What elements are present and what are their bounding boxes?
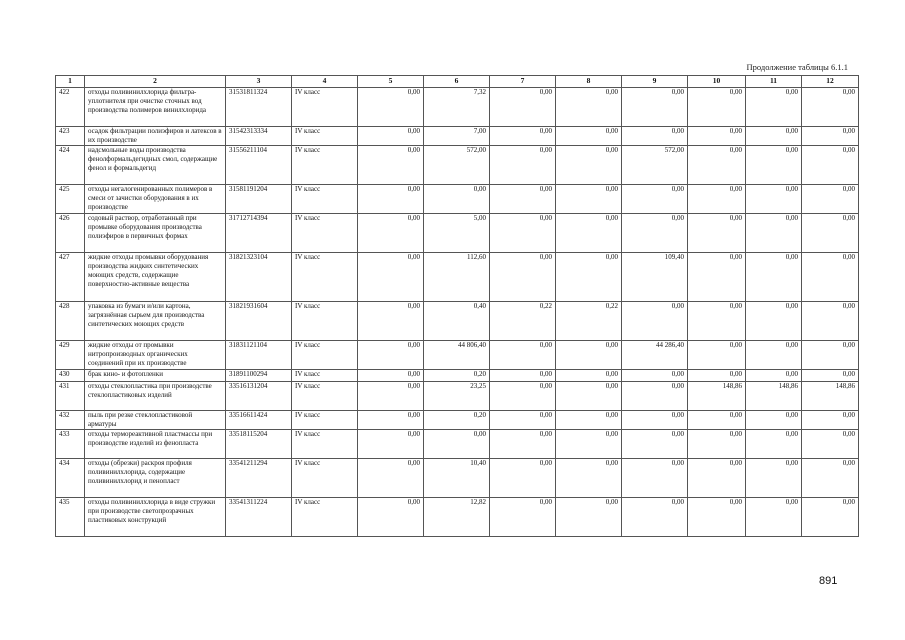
- value-cell: 0,00: [622, 430, 688, 459]
- value-cell: 0,00: [746, 88, 802, 127]
- row-number-cell: 432: [56, 411, 85, 430]
- value-cell: 0,00: [688, 411, 746, 430]
- table-row: [56, 302, 859, 341]
- value-cell: 0,20: [424, 411, 490, 430]
- value-cell: 0,00: [490, 214, 556, 253]
- value-cell: 0,00: [556, 370, 622, 382]
- fkko-code-cell: 31712714394: [226, 214, 292, 253]
- value-cell: 0,00: [746, 459, 802, 498]
- column-header: 12: [802, 76, 859, 88]
- row-number-cell: 423: [56, 127, 85, 146]
- value-cell: 0,00: [746, 430, 802, 459]
- fkko-code-cell: 31531811324: [226, 88, 292, 127]
- column-header: 3: [226, 76, 292, 88]
- fkko-code-cell: 33541311224: [226, 498, 292, 537]
- value-cell: 0,00: [490, 430, 556, 459]
- hazard-class-cell: IV класс: [292, 382, 358, 411]
- column-header: 7: [490, 76, 556, 88]
- fkko-code-cell: 31542313334: [226, 127, 292, 146]
- waste-name-cell: пыль при резке стеклопластиковой арматуры: [85, 411, 226, 430]
- value-cell: 0,00: [802, 411, 859, 430]
- header-row: [56, 76, 859, 88]
- table-row: [56, 370, 859, 382]
- column-header: 8: [556, 76, 622, 88]
- value-cell: 0,00: [802, 185, 859, 214]
- waste-table: [55, 75, 859, 537]
- hazard-class-cell: IV класс: [292, 253, 358, 302]
- hazard-class-cell: IV класс: [292, 459, 358, 498]
- value-cell: 0,00: [358, 411, 424, 430]
- value-cell: 0,00: [490, 382, 556, 411]
- value-cell: 0,00: [556, 411, 622, 430]
- value-cell: 5,00: [424, 214, 490, 253]
- value-cell: 0,00: [802, 253, 859, 302]
- fkko-code-cell: 31821323104: [226, 253, 292, 302]
- value-cell: 0,00: [622, 185, 688, 214]
- value-cell: 0,00: [556, 382, 622, 411]
- table-body: [56, 88, 859, 537]
- value-cell: 0,00: [802, 146, 859, 185]
- table-row: [56, 430, 859, 459]
- hazard-class-cell: IV класс: [292, 341, 358, 370]
- column-header: 9: [622, 76, 688, 88]
- value-cell: 0,00: [746, 498, 802, 537]
- value-cell: 0,00: [556, 498, 622, 537]
- row-number-cell: 428: [56, 302, 85, 341]
- row-number-cell: 422: [56, 88, 85, 127]
- column-header: 6: [424, 76, 490, 88]
- value-cell: 0,00: [424, 185, 490, 214]
- value-cell: 44 806,40: [424, 341, 490, 370]
- value-cell: 0,00: [490, 127, 556, 146]
- value-cell: 0,00: [622, 214, 688, 253]
- waste-name-cell: жидкие отходы промывки оборудования производства жидких синтетических моющих средств, содержащие поверхностно-активные вещества: [85, 253, 226, 302]
- table-row: [56, 382, 859, 411]
- table-row: [56, 214, 859, 253]
- value-cell: 0,00: [490, 146, 556, 185]
- value-cell: 0,00: [622, 382, 688, 411]
- table-row: [56, 185, 859, 214]
- value-cell: 12,82: [424, 498, 490, 537]
- hazard-class-cell: IV класс: [292, 146, 358, 185]
- row-number-cell: 427: [56, 253, 85, 302]
- value-cell: 0,00: [802, 459, 859, 498]
- value-cell: 109,40: [622, 253, 688, 302]
- column-header: 1: [56, 76, 85, 88]
- value-cell: 0,00: [746, 185, 802, 214]
- hazard-class-cell: IV класс: [292, 88, 358, 127]
- value-cell: 0,00: [622, 88, 688, 127]
- value-cell: 0,00: [688, 459, 746, 498]
- value-cell: 23,25: [424, 382, 490, 411]
- row-number-cell: 429: [56, 341, 85, 370]
- value-cell: 0,00: [556, 214, 622, 253]
- column-header: 11: [746, 76, 802, 88]
- hazard-class-cell: IV класс: [292, 430, 358, 459]
- value-cell: 0,00: [622, 411, 688, 430]
- value-cell: 0,00: [746, 370, 802, 382]
- value-cell: 0,00: [688, 88, 746, 127]
- fkko-code-cell: 31821931604: [226, 302, 292, 341]
- value-cell: 0,00: [746, 127, 802, 146]
- value-cell: 0,00: [802, 370, 859, 382]
- value-cell: 7,32: [424, 88, 490, 127]
- row-number-cell: 434: [56, 459, 85, 498]
- waste-name-cell: отходы стеклопластика при производстве стеклопластиковых изделий: [85, 382, 226, 411]
- value-cell: 0,00: [424, 430, 490, 459]
- fkko-code-cell: 33518115204: [226, 430, 292, 459]
- value-cell: 0,00: [556, 88, 622, 127]
- column-header: 10: [688, 76, 746, 88]
- value-cell: 0,00: [688, 341, 746, 370]
- waste-name-cell: отходы (обрезки) раскроя профиля поливинилхлорида, содержащие поливинилхлорид и пенопласт: [85, 459, 226, 498]
- column-header: 4: [292, 76, 358, 88]
- value-cell: 0,00: [746, 214, 802, 253]
- table-row: [56, 253, 859, 302]
- row-number-cell: 435: [56, 498, 85, 537]
- value-cell: 0,00: [556, 146, 622, 185]
- table-row: [56, 88, 859, 127]
- fkko-code-cell: 31891100294: [226, 370, 292, 382]
- fkko-code-cell: 31556211104: [226, 146, 292, 185]
- waste-name-cell: надсмольные воды производства фенолформальдегидных смол, содержащие фенол и формальдегид: [85, 146, 226, 185]
- value-cell: 148,86: [688, 382, 746, 411]
- column-header: 2: [85, 76, 226, 88]
- value-cell: 0,00: [556, 459, 622, 498]
- hazard-class-cell: IV класс: [292, 411, 358, 430]
- hazard-class-cell: IV класс: [292, 498, 358, 537]
- value-cell: 0,00: [490, 88, 556, 127]
- value-cell: 0,00: [746, 253, 802, 302]
- value-cell: 0,00: [802, 498, 859, 537]
- value-cell: 0,00: [688, 127, 746, 146]
- fkko-code-cell: 33516611424: [226, 411, 292, 430]
- value-cell: 0,00: [688, 214, 746, 253]
- value-cell: 0,00: [746, 302, 802, 341]
- value-cell: 0,00: [802, 88, 859, 127]
- fkko-code-cell: 31581191204: [226, 185, 292, 214]
- waste-name-cell: отходы поливинилхлорида фильтра-уплотнителя при очистке сточных вод производства полимеров винилхлорида: [85, 88, 226, 127]
- value-cell: 0,00: [490, 341, 556, 370]
- table-row: [56, 146, 859, 185]
- value-cell: 112,60: [424, 253, 490, 302]
- row-number-cell: 431: [56, 382, 85, 411]
- value-cell: 0,00: [358, 430, 424, 459]
- page-number: 891: [819, 575, 838, 587]
- value-cell: 0,00: [746, 341, 802, 370]
- value-cell: 7,00: [424, 127, 490, 146]
- value-cell: 0,00: [358, 459, 424, 498]
- value-cell: 0,00: [688, 498, 746, 537]
- value-cell: 0,00: [358, 127, 424, 146]
- row-number-cell: 425: [56, 185, 85, 214]
- value-cell: 148,86: [746, 382, 802, 411]
- hazard-class-cell: IV класс: [292, 302, 358, 341]
- waste-name-cell: отходы термореактивной пластмассы при производстве изделий из фенопласта: [85, 430, 226, 459]
- value-cell: 0,00: [556, 430, 622, 459]
- value-cell: 0,00: [490, 411, 556, 430]
- value-cell: 0,00: [802, 430, 859, 459]
- value-cell: 0,00: [358, 370, 424, 382]
- value-cell: 0,00: [358, 341, 424, 370]
- table-row: [56, 459, 859, 498]
- hazard-class-cell: IV класс: [292, 185, 358, 214]
- table-row: [56, 127, 859, 146]
- value-cell: 0,00: [358, 382, 424, 411]
- hazard-class-cell: IV класс: [292, 214, 358, 253]
- table-row: [56, 341, 859, 370]
- fkko-code-cell: 31831121104: [226, 341, 292, 370]
- value-cell: 0,00: [688, 302, 746, 341]
- row-number-cell: 430: [56, 370, 85, 382]
- table-caption: Продолжение таблицы 6.1.1: [746, 62, 848, 72]
- value-cell: 0,00: [358, 302, 424, 341]
- value-cell: 0,00: [556, 253, 622, 302]
- value-cell: 44 286,40: [622, 341, 688, 370]
- value-cell: 0,00: [490, 498, 556, 537]
- value-cell: 0,00: [358, 214, 424, 253]
- value-cell: 0,00: [688, 370, 746, 382]
- row-number-cell: 426: [56, 214, 85, 253]
- value-cell: 148,86: [802, 382, 859, 411]
- value-cell: 0,00: [688, 185, 746, 214]
- value-cell: 0,00: [688, 253, 746, 302]
- value-cell: 0,00: [746, 146, 802, 185]
- value-cell: 0,00: [688, 430, 746, 459]
- value-cell: 0,00: [802, 214, 859, 253]
- value-cell: 0,20: [424, 370, 490, 382]
- value-cell: 0,00: [556, 341, 622, 370]
- value-cell: 0,00: [358, 146, 424, 185]
- fkko-code-cell: 33541211294: [226, 459, 292, 498]
- value-cell: 0,00: [802, 302, 859, 341]
- value-cell: 0,00: [490, 185, 556, 214]
- waste-name-cell: брак кино- и фотопленки: [85, 370, 226, 382]
- waste-name-cell: осадок фильтрации полиэфиров и латексов в их производстве: [85, 127, 226, 146]
- value-cell: 0,00: [490, 253, 556, 302]
- value-cell: 0,00: [358, 88, 424, 127]
- waste-name-cell: отходы негалогенированных полимеров в смеси от зачистки оборудования в их производстве: [85, 185, 226, 214]
- waste-name-cell: жидкие отходы от промывки нитропроизводных органических соединений при их производстве: [85, 341, 226, 370]
- value-cell: 10,40: [424, 459, 490, 498]
- value-cell: 0,00: [688, 146, 746, 185]
- hazard-class-cell: IV класс: [292, 370, 358, 382]
- value-cell: 0,40: [424, 302, 490, 341]
- value-cell: 0,22: [556, 302, 622, 341]
- value-cell: 572,00: [424, 146, 490, 185]
- value-cell: 0,00: [556, 127, 622, 146]
- value-cell: 0,00: [622, 127, 688, 146]
- value-cell: 0,00: [490, 459, 556, 498]
- fkko-code-cell: 33516131204: [226, 382, 292, 411]
- row-number-cell: 424: [56, 146, 85, 185]
- value-cell: 0,00: [622, 302, 688, 341]
- value-cell: 0,00: [622, 370, 688, 382]
- waste-name-cell: содовый раствор, отработанный при промывке оборудования производства полиэфиров в первичных формах: [85, 214, 226, 253]
- waste-name-cell: упаковка из бумаги и/или картона, загрязнённая сырьем для производства синтетических моющих средств: [85, 302, 226, 341]
- hazard-class-cell: IV класс: [292, 127, 358, 146]
- row-number-cell: 433: [56, 430, 85, 459]
- value-cell: 0,00: [622, 498, 688, 537]
- value-cell: 0,00: [802, 341, 859, 370]
- value-cell: 0,00: [622, 459, 688, 498]
- value-cell: 0,00: [358, 253, 424, 302]
- value-cell: 0,22: [490, 302, 556, 341]
- value-cell: 0,00: [802, 127, 859, 146]
- table-row: [56, 498, 859, 537]
- value-cell: 0,00: [556, 185, 622, 214]
- value-cell: 0,00: [746, 411, 802, 430]
- value-cell: 0,00: [490, 370, 556, 382]
- value-cell: 0,00: [358, 498, 424, 537]
- value-cell: 0,00: [358, 185, 424, 214]
- value-cell: 572,00: [622, 146, 688, 185]
- table-row: [56, 411, 859, 430]
- waste-name-cell: отходы поливинилхлорида в виде стружки при производстве светопрозрачных пластиковых конструкций: [85, 498, 226, 537]
- column-header: 5: [358, 76, 424, 88]
